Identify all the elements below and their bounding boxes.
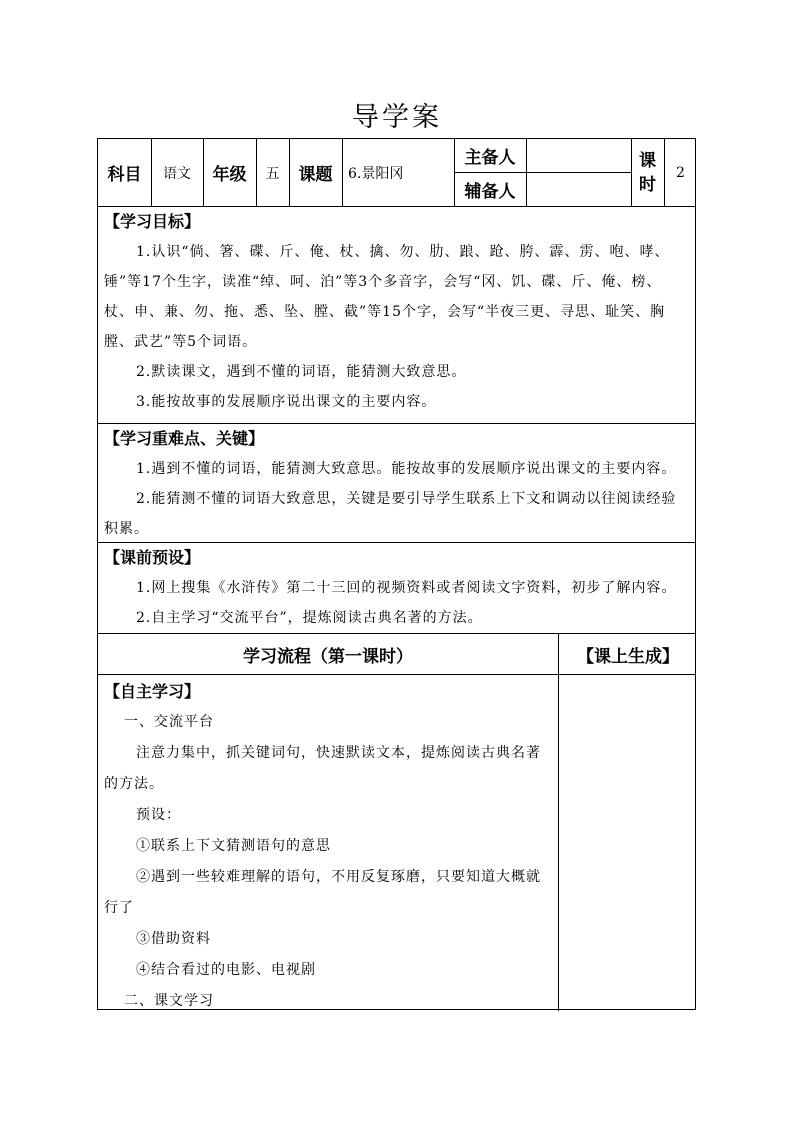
goal-item: 2.默读课文，遇到不懂的词语，能猜测大致意思。 [136, 364, 467, 380]
subject-value: 语文 [163, 165, 191, 182]
self-study-title: 【自主学习】 [104, 682, 201, 701]
class-generation-area [559, 675, 697, 1011]
key-points-title: 【学习重难点、关键】 [104, 429, 265, 448]
section-heading: 二、课文学习 [124, 993, 214, 1009]
period-label [631, 139, 664, 206]
preset-item: ②遇到一些较难理解的语句，不用反复琢磨，只要知道大概就行了 [104, 869, 541, 916]
key-point-item: 1.遇到不懂的词语，能猜测大致意思。能按故事的发展顺序说出课文的主要内容。 [136, 461, 677, 477]
self-study-section [98, 677, 558, 1017]
lesson-plan-table [97, 138, 696, 1010]
goal-item: 1.认识“倘、箸、碟、斤、俺、杖、擒、勿、肋、踉、跄、胯、霹、雳、咆、哮、锤”等17个生字，读准“绰、呵、泊”等3个多音字，会写“冈、饥、碟、斤、俺、榜、杖、申、兼、勿、拖、悉、坠、膛、截”等15个字，会写“半夜三更、寻思、耻笑、胸膛、武艺”等5个词语。 [104, 244, 670, 350]
section-heading: 一、交流平台 [124, 714, 214, 730]
learning-flow-header: 学习流程（第一课时） [243, 646, 413, 667]
assist-preparer-value [526, 173, 631, 206]
main-preparer-value [526, 139, 631, 172]
instruction-text: 注意力集中，抓关键词句，快速默读文本，提炼阅读古典名著的方法。 [104, 745, 541, 792]
class-generation-header: 【课上生成】 [577, 646, 679, 667]
key-point-item: 2.能猜测不懂的词语大致意思，关键是要引导学生联系上下文和调动以往阅读经验积累。 [104, 491, 677, 537]
learning-goals-title: 【学习目标】 [104, 212, 201, 231]
preset-label: 预设： [136, 807, 181, 823]
preview-section [98, 543, 697, 633]
grade-value: 五 [265, 165, 280, 182]
assist-preparer-label: 辅备人 [464, 182, 516, 202]
grade-label: 年级 [212, 165, 247, 185]
period-value: 2 [676, 164, 685, 181]
page-title: 导学案 [352, 102, 442, 133]
period-label-2: 时 [639, 174, 656, 195]
topic-label: 课题 [298, 165, 333, 185]
preset-item: ①联系上下文猜测语句的意思 [136, 838, 331, 854]
preview-item: 1.网上搜集《水浒传》第二十三回的视频资料或者阅读文字资料，初步了解内容。 [136, 580, 677, 596]
main-preparer-label: 主备人 [464, 148, 516, 168]
topic-value: 6.景阳冈 [348, 165, 404, 182]
period-label-1: 课 [639, 150, 656, 171]
learning-goals-section [98, 207, 697, 417]
preview-item: 2.自主学习“交流平台”，提炼阅读古典名著的方法。 [136, 610, 483, 626]
key-points-section [98, 424, 697, 544]
subject-label: 科目 [107, 165, 142, 185]
preset-item: ④结合看过的电影、电视剧 [136, 962, 316, 978]
preview-title: 【课前预设】 [104, 548, 201, 567]
preset-item: ③借助资料 [136, 931, 211, 947]
goal-item: 3.能按故事的发展顺序说出课文的主要内容。 [136, 394, 437, 410]
